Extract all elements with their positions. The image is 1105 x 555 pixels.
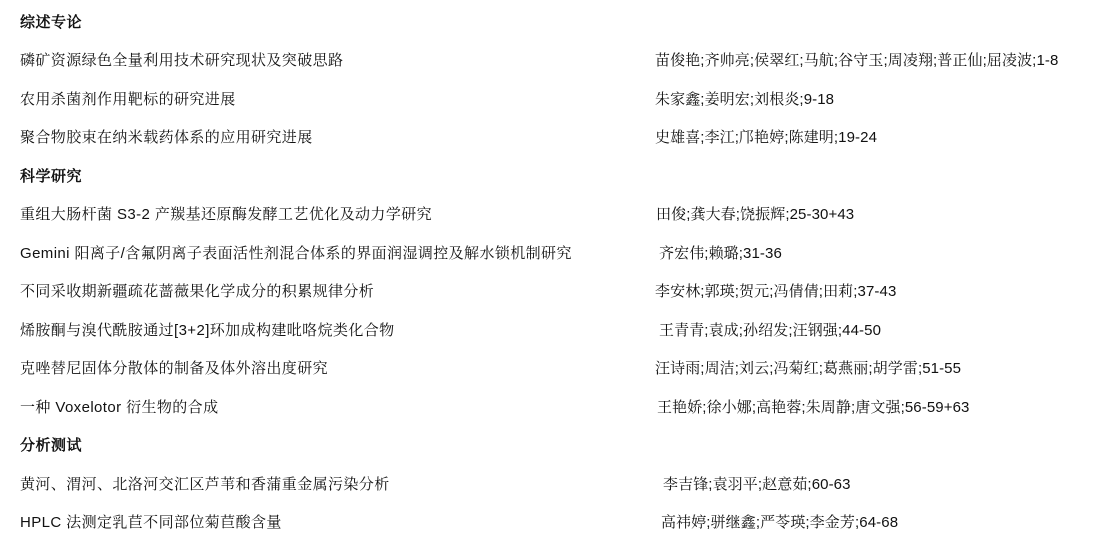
article-authors: 李安林;郭瑛;贺元;冯倩倩;田莉;37-43 bbox=[655, 283, 897, 300]
article-authors: 王艳娇;徐小娜;高艳蓉;朱周静;唐文强;56-59+63 bbox=[657, 399, 970, 416]
article-authors: 史雄喜;李江;邝艳婷;陈建明;19-24 bbox=[655, 129, 878, 146]
article-title[interactable]: 一种 Voxelotor 衍生物的合成 bbox=[20, 399, 219, 416]
article-authors: 朱家鑫;姜明宏;刘根炎;9-18 bbox=[655, 91, 835, 108]
section-header-research bbox=[0, 163, 1105, 191]
article-title[interactable]: 聚合物胶束在纳米载药体系的应用研究进展 bbox=[20, 129, 313, 146]
article-authors: 李吉锋;袁羽平;赵意茹;60-63 bbox=[663, 476, 851, 493]
toc-entry[interactable] bbox=[0, 278, 1105, 306]
toc-entry[interactable] bbox=[0, 201, 1105, 229]
article-title[interactable]: 黄河、渭河、北洛河交汇区芦苇和香蒲重金属污染分析 bbox=[20, 476, 390, 493]
section-header-analysis bbox=[0, 432, 1105, 460]
toc-entry[interactable] bbox=[0, 471, 1105, 499]
toc-entry[interactable] bbox=[0, 124, 1105, 152]
section-title: 综述专论 bbox=[20, 14, 83, 31]
article-authors: 高祎婷;骈继鑫;严苓瑛;李金芳;64-68 bbox=[661, 514, 899, 531]
toc-entry[interactable] bbox=[0, 47, 1105, 75]
section-header-reviews bbox=[0, 9, 1105, 37]
article-title[interactable]: 磷矿资源绿色全量利用技术研究现状及突破思路 bbox=[20, 52, 344, 69]
toc-entry[interactable] bbox=[0, 509, 1105, 537]
toc-entry[interactable] bbox=[0, 86, 1105, 114]
article-title[interactable]: 克唑替尼固体分散体的制备及体外溶出度研究 bbox=[20, 360, 329, 377]
article-title[interactable]: HPLC 法测定乳苣不同部位菊苣酸含量 bbox=[20, 514, 282, 531]
toc-entry[interactable] bbox=[0, 240, 1105, 268]
article-authors: 苗俊艳;齐帅亮;侯翠红;马航;谷守玉;周凌翔;普正仙;屈凌波;1-8 bbox=[655, 52, 1059, 69]
section-title: 分析测试 bbox=[20, 437, 83, 454]
article-title[interactable]: Gemini 阳离子/含氟阴离子表面活性剂混合体系的界面润湿调控及解水锁机制研究 bbox=[20, 245, 572, 262]
article-authors: 田俊;龚大春;饶振辉;25-30+43 bbox=[656, 206, 855, 223]
article-title[interactable]: 烯胺酮与溴代酰胺通过[3+2]环加成构建吡咯烷类化合物 bbox=[20, 322, 395, 339]
toc-entry[interactable] bbox=[0, 317, 1105, 345]
article-title[interactable]: 农用杀菌剂作用靶标的研究进展 bbox=[20, 91, 236, 108]
article-authors: 王青青;袁成;孙绍发;汪钢强;44-50 bbox=[659, 322, 882, 339]
article-title[interactable]: 重组大肠杆菌 S3-2 产羰基还原酶发酵工艺优化及动力学研究 bbox=[20, 206, 433, 223]
toc-entry[interactable] bbox=[0, 355, 1105, 383]
toc-entry[interactable] bbox=[0, 394, 1105, 422]
article-title[interactable]: 不同采收期新疆疏花蔷薇果化学成分的积累规律分析 bbox=[20, 283, 375, 300]
article-authors: 汪诗雨;周洁;刘云;冯菊红;葛燕丽;胡学雷;51-55 bbox=[655, 360, 962, 377]
article-authors: 齐宏伟;赖璐;31-36 bbox=[659, 245, 782, 262]
section-title: 科学研究 bbox=[20, 168, 83, 185]
